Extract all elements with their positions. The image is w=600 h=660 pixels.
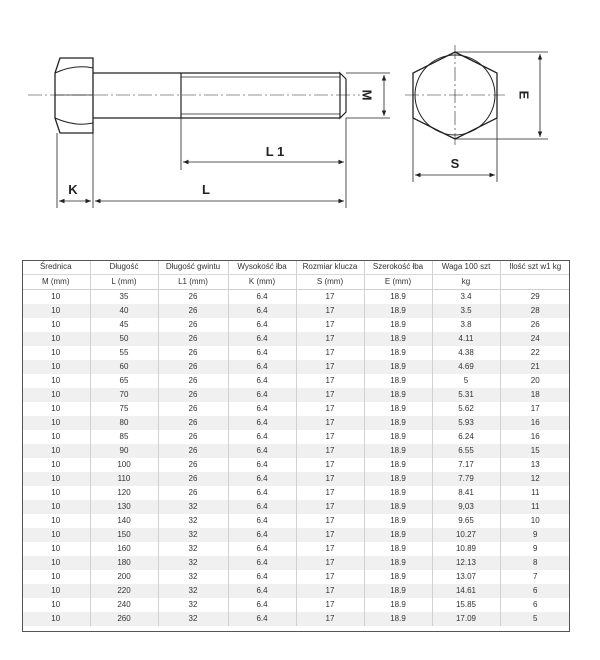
cell-wrench-size: 17 <box>296 318 364 332</box>
label-m: M <box>359 89 375 101</box>
cell-length: 260 <box>90 612 158 626</box>
unit-kg: kg <box>432 275 500 290</box>
cell-length: 140 <box>90 514 158 528</box>
cell-wrench-size: 17 <box>296 374 364 388</box>
cell-length: 200 <box>90 570 158 584</box>
table-row <box>22 514 570 528</box>
cell-wrench-size: 17 <box>296 304 364 318</box>
cell-pieces-per-kg: 20 <box>500 374 570 388</box>
cell-weight: 5.93 <box>432 416 500 430</box>
table-row <box>22 290 570 305</box>
table-row <box>22 360 570 374</box>
cell-pieces-per-kg: 26 <box>500 318 570 332</box>
cell-length: 80 <box>90 416 158 430</box>
cell-head-height: 6.4 <box>228 430 296 444</box>
table-row <box>22 416 570 430</box>
cell-pieces-per-kg: 7 <box>500 570 570 584</box>
cell-weight: 3.8 <box>432 318 500 332</box>
cell-head-height: 6.4 <box>228 346 296 360</box>
cell-weight: 5 <box>432 374 500 388</box>
cell-thread-length: 26 <box>158 486 228 500</box>
cell-wrench-size: 17 <box>296 290 364 305</box>
unit-k: K (mm) <box>228 275 296 290</box>
header-waga: Waga 100 szt <box>432 260 500 275</box>
cell-head-height: 6.4 <box>228 542 296 556</box>
cell-head-width: 18.9 <box>364 514 432 528</box>
cell-head-height: 6.4 <box>228 486 296 500</box>
cell-pieces-per-kg: 9 <box>500 542 570 556</box>
cell-weight: 4.11 <box>432 332 500 346</box>
table-row <box>22 612 570 626</box>
cell-thread-length: 26 <box>158 430 228 444</box>
cell-weight: 14.61 <box>432 584 500 598</box>
cell-wrench-size: 17 <box>296 556 364 570</box>
header-dlugosc-gwintu: Długość gwintu <box>158 260 228 275</box>
cell-pieces-per-kg: 11 <box>500 486 570 500</box>
cell-weight: 3.4 <box>432 290 500 305</box>
cell-length: 70 <box>90 388 158 402</box>
cell-thread-length: 32 <box>158 612 228 626</box>
unit-s: S (mm) <box>296 275 364 290</box>
cell-weight: 13.07 <box>432 570 500 584</box>
cell-head-width: 18.9 <box>364 598 432 612</box>
cell-wrench-size: 17 <box>296 444 364 458</box>
cell-length: 220 <box>90 584 158 598</box>
header-szerokosc-lba: Szerokość łba <box>364 260 432 275</box>
cell-diameter: 10 <box>22 514 90 528</box>
cell-diameter: 10 <box>22 612 90 626</box>
cell-length: 45 <box>90 318 158 332</box>
cell-thread-length: 32 <box>158 556 228 570</box>
cell-head-height: 6.4 <box>228 304 296 318</box>
table-row <box>22 570 570 584</box>
cell-length: 85 <box>90 430 158 444</box>
dimension-l <box>95 170 346 208</box>
cell-wrench-size: 17 <box>296 458 364 472</box>
unit-e: E (mm) <box>364 275 432 290</box>
cell-weight: 7.17 <box>432 458 500 472</box>
cell-head-width: 18.9 <box>364 290 432 305</box>
table-row <box>22 346 570 360</box>
cell-head-height: 6.4 <box>228 528 296 542</box>
table-row <box>22 304 570 318</box>
cell-weight: 5.31 <box>432 388 500 402</box>
table-units-row <box>22 275 570 290</box>
cell-diameter: 10 <box>22 388 90 402</box>
cell-thread-length: 32 <box>158 500 228 514</box>
cell-length: 150 <box>90 528 158 542</box>
cell-length: 120 <box>90 486 158 500</box>
cell-head-height: 6.4 <box>228 472 296 486</box>
cell-wrench-size: 17 <box>296 472 364 486</box>
cell-head-height: 6.4 <box>228 318 296 332</box>
cell-thread-length: 26 <box>158 388 228 402</box>
cell-head-height: 6.4 <box>228 458 296 472</box>
cell-diameter: 10 <box>22 570 90 584</box>
cell-head-width: 18.9 <box>364 500 432 514</box>
cell-diameter: 10 <box>22 556 90 570</box>
cell-diameter: 10 <box>22 304 90 318</box>
cell-head-width: 18.9 <box>364 402 432 416</box>
cell-pieces-per-kg: 22 <box>500 346 570 360</box>
bolt-head <box>55 58 93 133</box>
cell-diameter: 10 <box>22 528 90 542</box>
cell-head-width: 18.9 <box>364 304 432 318</box>
cell-thread-length: 26 <box>158 374 228 388</box>
cell-length: 240 <box>90 598 158 612</box>
cell-head-width: 18.9 <box>364 528 432 542</box>
cell-weight: 9.65 <box>432 514 500 528</box>
cell-length: 55 <box>90 346 158 360</box>
cell-head-height: 6.4 <box>228 514 296 528</box>
cell-pieces-per-kg: 16 <box>500 430 570 444</box>
table-row <box>22 528 570 542</box>
dimension-e <box>455 52 548 139</box>
cell-head-width: 18.9 <box>364 612 432 626</box>
cell-weight: 6.55 <box>432 444 500 458</box>
bolt-side-view <box>28 58 360 133</box>
cell-head-width: 18.9 <box>364 556 432 570</box>
cell-diameter: 10 <box>22 430 90 444</box>
cell-diameter: 10 <box>22 584 90 598</box>
table-row <box>22 402 570 416</box>
cell-head-height: 6.4 <box>228 388 296 402</box>
table-row <box>22 332 570 346</box>
cell-head-width: 18.9 <box>364 444 432 458</box>
header-dlugosc: Długość <box>90 260 158 275</box>
cell-diameter: 10 <box>22 598 90 612</box>
table-row <box>22 500 570 514</box>
cell-diameter: 10 <box>22 472 90 486</box>
cell-wrench-size: 17 <box>296 612 364 626</box>
cell-wrench-size: 17 <box>296 528 364 542</box>
cell-thread-length: 32 <box>158 514 228 528</box>
cell-wrench-size: 17 <box>296 584 364 598</box>
cell-weight: 9,03 <box>432 500 500 514</box>
table-row <box>22 388 570 402</box>
table-header-row <box>22 260 570 275</box>
cell-weight: 3.5 <box>432 304 500 318</box>
cell-head-width: 18.9 <box>364 374 432 388</box>
table-row <box>22 486 570 500</box>
cell-length: 160 <box>90 542 158 556</box>
cell-pieces-per-kg: 5 <box>500 612 570 626</box>
cell-wrench-size: 17 <box>296 430 364 444</box>
cell-diameter: 10 <box>22 346 90 360</box>
unit-blank <box>500 275 570 290</box>
table-row <box>22 472 570 486</box>
cell-length: 100 <box>90 458 158 472</box>
cell-diameter: 10 <box>22 444 90 458</box>
cell-pieces-per-kg: 18 <box>500 388 570 402</box>
table-row <box>22 374 570 388</box>
cell-diameter: 10 <box>22 486 90 500</box>
cell-weight: 7.79 <box>432 472 500 486</box>
cell-weight: 12.13 <box>432 556 500 570</box>
cell-head-width: 18.9 <box>364 360 432 374</box>
label-e: E <box>516 90 532 100</box>
cell-weight: 4.38 <box>432 346 500 360</box>
cell-head-height: 6.4 <box>228 612 296 626</box>
cell-diameter: 10 <box>22 360 90 374</box>
cell-weight: 5.62 <box>432 402 500 416</box>
cell-pieces-per-kg: 13 <box>500 458 570 472</box>
cell-pieces-per-kg: 15 <box>500 444 570 458</box>
cell-wrench-size: 17 <box>296 402 364 416</box>
cell-pieces-per-kg: 21 <box>500 360 570 374</box>
unit-m: M (mm) <box>22 275 90 290</box>
dimension-s <box>413 118 497 182</box>
cell-length: 50 <box>90 332 158 346</box>
cell-thread-length: 26 <box>158 444 228 458</box>
header-rozmiar-klucza: Rozmiar klucza <box>296 260 364 275</box>
cell-diameter: 10 <box>22 458 90 472</box>
cell-head-height: 6.4 <box>228 290 296 305</box>
cell-length: 65 <box>90 374 158 388</box>
table-row <box>22 458 570 472</box>
cell-head-height: 6.4 <box>228 374 296 388</box>
cell-head-width: 18.9 <box>364 332 432 346</box>
cell-pieces-per-kg: 16 <box>500 416 570 430</box>
cell-head-height: 6.4 <box>228 444 296 458</box>
cell-pieces-per-kg: 8 <box>500 556 570 570</box>
cell-length: 40 <box>90 304 158 318</box>
cell-weight: 15.85 <box>432 598 500 612</box>
cell-head-width: 18.9 <box>364 416 432 430</box>
cell-pieces-per-kg: 9 <box>500 528 570 542</box>
cell-weight: 8.41 <box>432 486 500 500</box>
cell-weight: 6.24 <box>432 430 500 444</box>
cell-length: 180 <box>90 556 158 570</box>
label-l1: L 1 <box>265 144 285 159</box>
cell-thread-length: 26 <box>158 290 228 305</box>
cell-weight: 10.89 <box>432 542 500 556</box>
cell-thread-length: 26 <box>158 360 228 374</box>
cell-weight: 17.09 <box>432 612 500 626</box>
cell-head-height: 6.4 <box>228 500 296 514</box>
cell-length: 110 <box>90 472 158 486</box>
bolt-tip <box>340 73 346 118</box>
unit-l: L (mm) <box>90 275 158 290</box>
cell-head-width: 18.9 <box>364 458 432 472</box>
cell-thread-length: 32 <box>158 570 228 584</box>
cell-pieces-per-kg: 6 <box>500 598 570 612</box>
cell-pieces-per-kg: 24 <box>500 332 570 346</box>
cell-thread-length: 26 <box>158 472 228 486</box>
cell-thread-length: 26 <box>158 402 228 416</box>
table-row <box>22 556 570 570</box>
cell-thread-length: 26 <box>158 332 228 346</box>
bolt-end-view <box>405 45 505 145</box>
cell-length: 90 <box>90 444 158 458</box>
cell-wrench-size: 17 <box>296 346 364 360</box>
cell-head-height: 6.4 <box>228 360 296 374</box>
table-row <box>22 542 570 556</box>
cell-head-width: 18.9 <box>364 318 432 332</box>
cell-wrench-size: 17 <box>296 388 364 402</box>
cell-head-width: 18.9 <box>364 346 432 360</box>
cell-thread-length: 26 <box>158 416 228 430</box>
table-row <box>22 318 570 332</box>
cell-wrench-size: 17 <box>296 486 364 500</box>
cell-thread-length: 32 <box>158 528 228 542</box>
cell-length: 75 <box>90 402 158 416</box>
cell-length: 130 <box>90 500 158 514</box>
cell-length: 35 <box>90 290 158 305</box>
cell-wrench-size: 17 <box>296 598 364 612</box>
cell-length: 60 <box>90 360 158 374</box>
table-row <box>22 584 570 598</box>
header-wysokosc-lba: Wysokość łba <box>228 260 296 275</box>
cell-wrench-size: 17 <box>296 542 364 556</box>
cell-diameter: 10 <box>22 416 90 430</box>
header-srednica: Średnica <box>22 260 90 275</box>
cell-wrench-size: 17 <box>296 514 364 528</box>
cell-head-width: 18.9 <box>364 584 432 598</box>
cell-pieces-per-kg: 11 <box>500 500 570 514</box>
cell-pieces-per-kg: 28 <box>500 304 570 318</box>
cell-thread-length: 26 <box>158 304 228 318</box>
cell-head-height: 6.4 <box>228 598 296 612</box>
cell-head-height: 6.4 <box>228 402 296 416</box>
cell-thread-length: 26 <box>158 458 228 472</box>
cell-head-height: 6.4 <box>228 332 296 346</box>
cell-head-height: 6.4 <box>228 584 296 598</box>
cell-wrench-size: 17 <box>296 360 364 374</box>
bolt-drawing <box>0 0 600 230</box>
cell-wrench-size: 17 <box>296 416 364 430</box>
cell-wrench-size: 17 <box>296 332 364 346</box>
cell-head-width: 18.9 <box>364 430 432 444</box>
cell-head-width: 18.9 <box>364 542 432 556</box>
cell-head-width: 18.9 <box>364 486 432 500</box>
cell-pieces-per-kg: 6 <box>500 584 570 598</box>
cell-weight: 4.69 <box>432 360 500 374</box>
cell-head-width: 18.9 <box>364 388 432 402</box>
cell-diameter: 10 <box>22 542 90 556</box>
cell-thread-length: 26 <box>158 318 228 332</box>
cell-diameter: 10 <box>22 374 90 388</box>
cell-head-height: 6.4 <box>228 556 296 570</box>
header-ilosc: Ilość szt w1 kg <box>500 260 570 275</box>
table-body <box>22 290 570 627</box>
cell-pieces-per-kg: 10 <box>500 514 570 528</box>
cell-weight: 10.27 <box>432 528 500 542</box>
table-row <box>22 598 570 612</box>
table-row <box>22 430 570 444</box>
cell-diameter: 10 <box>22 290 90 305</box>
unit-l1: L1 (mm) <box>158 275 228 290</box>
cell-pieces-per-kg: 17 <box>500 402 570 416</box>
cell-pieces-per-kg: 12 <box>500 472 570 486</box>
cell-diameter: 10 <box>22 500 90 514</box>
cell-pieces-per-kg: 29 <box>500 290 570 305</box>
cell-head-height: 6.4 <box>228 416 296 430</box>
cell-head-height: 6.4 <box>228 570 296 584</box>
cell-thread-length: 26 <box>158 346 228 360</box>
cell-thread-length: 32 <box>158 542 228 556</box>
cell-thread-length: 32 <box>158 598 228 612</box>
dimension-l1 <box>181 118 346 170</box>
cell-head-width: 18.9 <box>364 472 432 486</box>
cell-diameter: 10 <box>22 402 90 416</box>
cell-head-width: 18.9 <box>364 570 432 584</box>
cell-wrench-size: 17 <box>296 500 364 514</box>
spec-table <box>22 260 570 626</box>
cell-diameter: 10 <box>22 318 90 332</box>
cell-diameter: 10 <box>22 332 90 346</box>
label-s: S <box>450 156 460 171</box>
cell-thread-length: 32 <box>158 584 228 598</box>
label-l: L <box>202 182 210 197</box>
cell-wrench-size: 17 <box>296 570 364 584</box>
label-k: K <box>68 182 78 197</box>
table-row <box>22 444 570 458</box>
